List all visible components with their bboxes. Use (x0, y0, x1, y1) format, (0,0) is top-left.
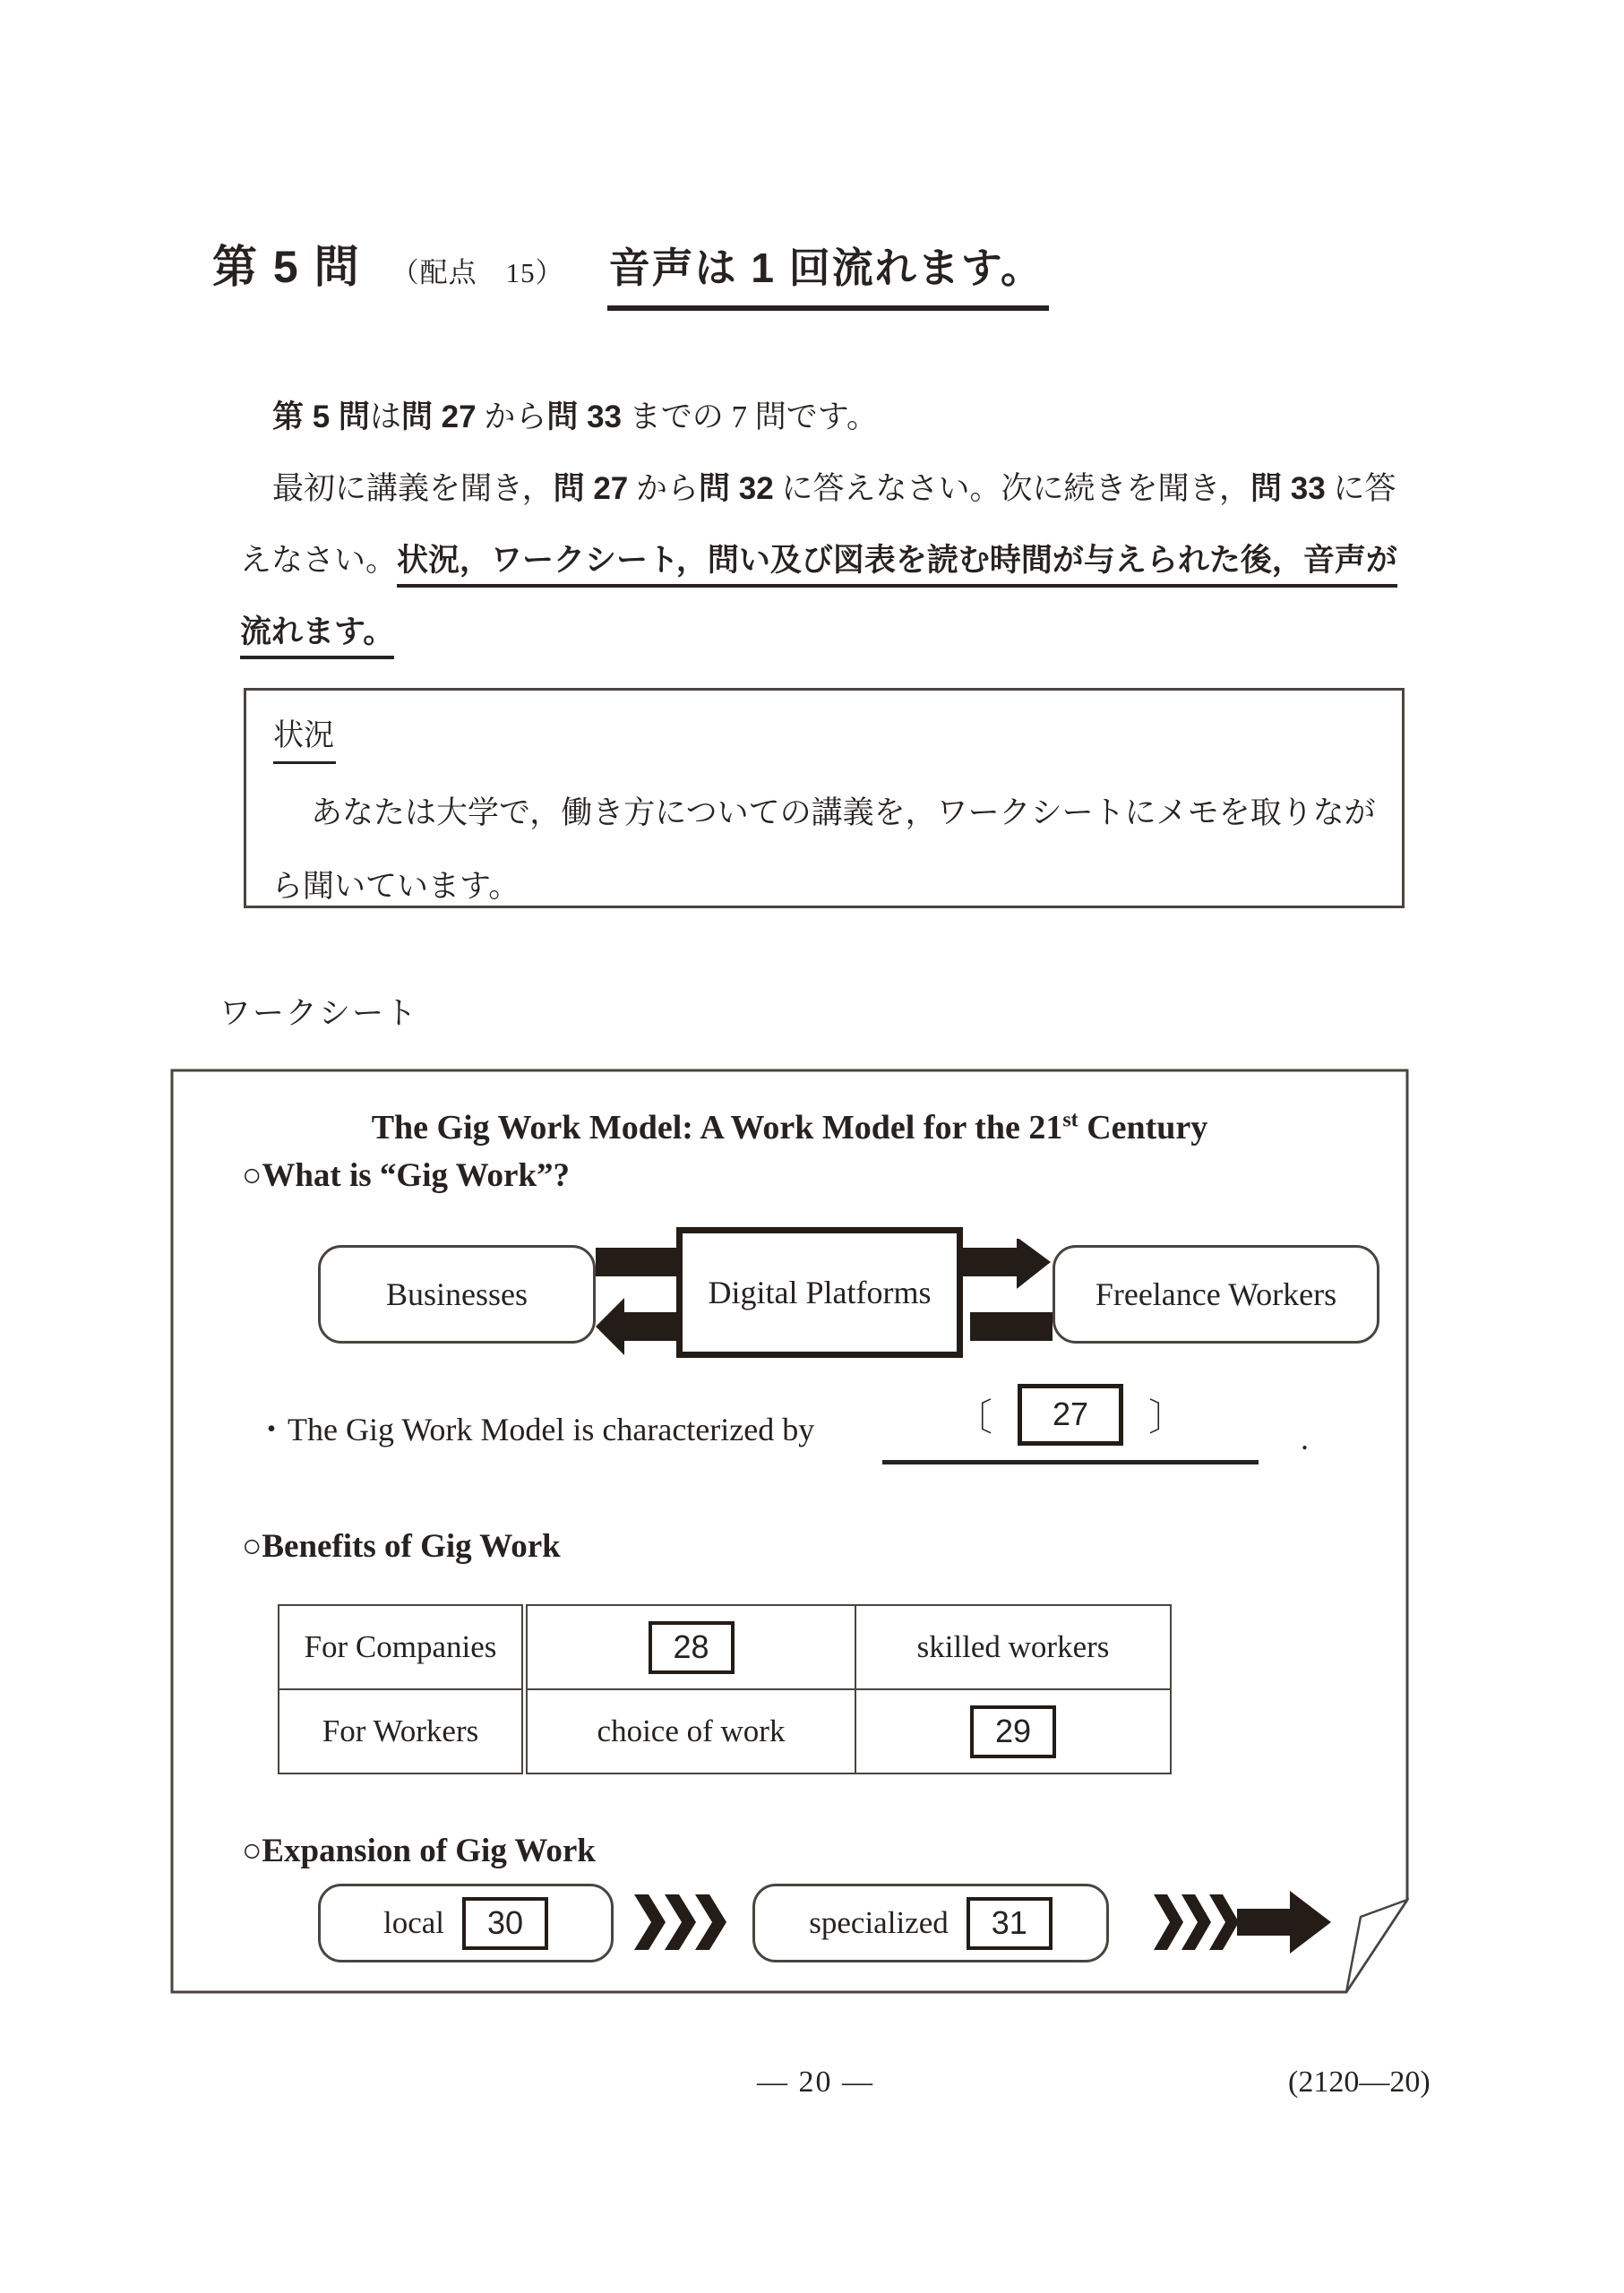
flow-arrows-left-icon (596, 1239, 676, 1357)
row-label-cell: For Companies (279, 1605, 525, 1689)
worksheet-title (170, 1108, 1409, 1147)
chevron-triple-arrow-icon (1154, 1889, 1333, 1957)
audio-note: 音声は 1 回流れます。 (607, 236, 1049, 311)
intro-text: 問 33 (1250, 471, 1326, 506)
expansion-stage-specialized (752, 1884, 1109, 1962)
question-number: 第 5 問 (212, 242, 361, 292)
situation-line: あなたは大学で，働き方についての講義を，ワークシートにメモを取りなが (311, 795, 1376, 830)
bracket-close: 〕 (1148, 1397, 1187, 1439)
businesses-box (318, 1245, 596, 1344)
intro-line-3 (240, 525, 1405, 597)
table-row (279, 1689, 1171, 1773)
text-cell: skilled workers (855, 1605, 1171, 1689)
heading-benefits: ○Benefits of Gig Work (242, 1528, 561, 1565)
worksheet-title-text: The Gig Work Model: A Work Model for the 21 (371, 1109, 1063, 1146)
freelance-workers-box (1053, 1245, 1379, 1344)
section-header (212, 231, 1049, 311)
sentence-period: . (1301, 1421, 1309, 1456)
intro-line-1 (240, 382, 1405, 453)
flow-arrows-right-icon (963, 1239, 1053, 1357)
benefits-table (278, 1604, 1172, 1774)
worksheet-title-text: Century (1078, 1109, 1208, 1146)
heading-expansion: ○Expansion of Gig Work (242, 1833, 596, 1869)
answer-cell (855, 1689, 1171, 1773)
answer-box-31: 31 (967, 1897, 1053, 1950)
intro-text: 問 33 (546, 399, 623, 434)
intro-text: から (476, 399, 547, 434)
answer-slot-27-group (882, 1384, 1259, 1464)
intro-text: に答 (1325, 471, 1396, 506)
freelance-workers-label: Freelance Workers (1095, 1276, 1337, 1312)
intro-text: 問 27 (553, 471, 629, 506)
digital-platforms-label: Digital Platforms (708, 1275, 932, 1310)
intro-paragraph (240, 382, 1405, 668)
worksheet-title-superscript: st (1062, 1108, 1078, 1132)
answer-box-29: 29 (970, 1705, 1056, 1758)
intro-line-2 (240, 453, 1405, 525)
page-number: — 20 — (757, 2065, 874, 2099)
stage-label: local (382, 1905, 445, 1940)
characterized-statement: ・The Gig Work Model is characterized by (255, 1412, 815, 1447)
intro-line-4 (240, 597, 1405, 668)
table-row (279, 1605, 1171, 1689)
intro-text: から (628, 471, 700, 506)
intro-text-emphasized: 流れます。 (240, 614, 394, 659)
situation-box (244, 688, 1405, 908)
text-cell: choice of work (525, 1689, 856, 1773)
document-code: (2120—20) (1288, 2065, 1431, 2099)
situation-text (271, 777, 1382, 923)
bracket-open: 〔 (954, 1397, 992, 1439)
intro-text: までの 7 問です。 (622, 399, 878, 434)
row-label-cell: For Workers (279, 1689, 525, 1773)
points-label: （配点 15） (391, 257, 564, 288)
chevron-triple-icon (634, 1894, 735, 1952)
answer-cell (525, 1605, 856, 1689)
intro-text: 第 5 問 (272, 399, 370, 434)
intro-text: 問 32 (699, 471, 774, 506)
digital-platforms-box (676, 1227, 963, 1358)
businesses-label: Businesses (385, 1276, 528, 1312)
intro-text: に答えなさい。次に続きを聞き， (773, 471, 1251, 506)
intro-text: は (369, 399, 401, 434)
worksheet-label: ワークシート (219, 996, 419, 1031)
answer-box-30: 30 (462, 1897, 548, 1950)
intro-text: えなさい。 (240, 543, 398, 578)
answer-box-27: 27 (1018, 1384, 1123, 1446)
situation-label: 状況 (273, 710, 336, 764)
worksheet-box (170, 1069, 1409, 1994)
expansion-stage-local (318, 1884, 614, 1962)
intro-text: 問 27 (400, 399, 477, 434)
situation-line: ら聞いています。 (271, 869, 520, 904)
page-curl-icon (1346, 1900, 1407, 1992)
intro-text-emphasized: 状況，ワークシート，問い及び図表を読む時間が与えられた後，音声が (397, 543, 1397, 588)
stage-label: specialized (809, 1905, 949, 1940)
intro-text: 最初に講義を聞き， (272, 471, 554, 506)
answer-box-28: 28 (649, 1621, 735, 1674)
heading-what-is-gig-work: ○What is “Gig Work”? (242, 1157, 571, 1194)
